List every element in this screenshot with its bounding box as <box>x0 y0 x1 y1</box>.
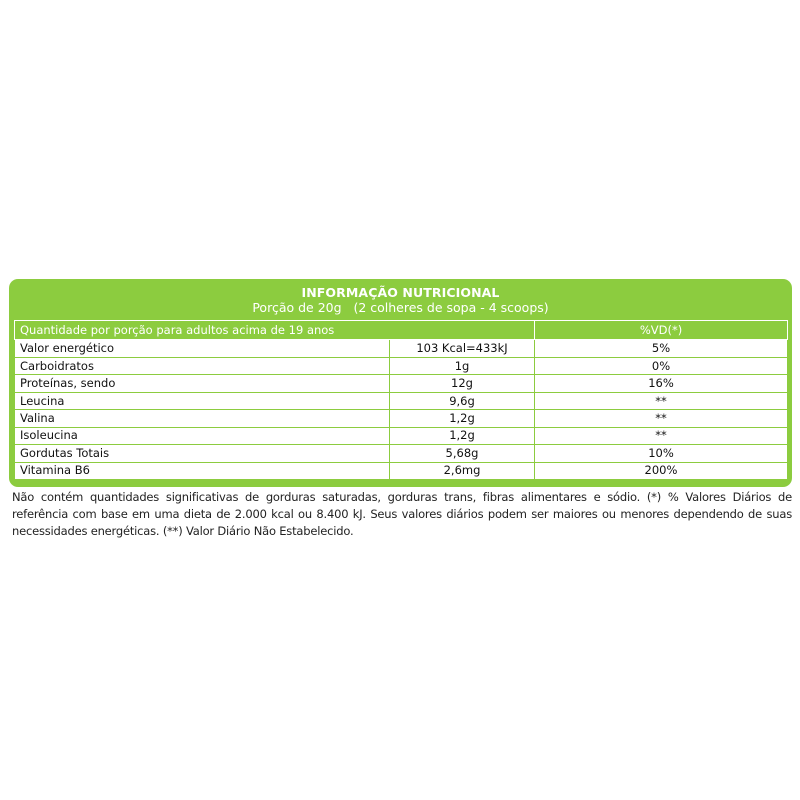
nutrient-dv: 10% <box>535 445 788 462</box>
nutrient-amount: 5,68g <box>390 445 535 462</box>
nutrient-name: Valina <box>15 410 390 427</box>
footnote-text: Não contém quantidades significativas de gorduras saturadas, gorduras trans, fibras alimentares e sódio. (*) % Valores Diários de referência com base em uma dieta de 2.000 kcal ou 8.400 kJ. Seus valores diários podem ser maiores ou menores dependendo de suas necessidades energéticas. (**) Valor Diário Não Estabelecido. <box>12 490 792 538</box>
nutrient-amount: 1,2g <box>390 410 535 427</box>
nutrient-name: Leucina <box>15 392 390 409</box>
table-row <box>15 410 788 427</box>
nutrient-dv: ** <box>535 427 788 444</box>
nutrient-amount: 9,6g <box>390 392 535 409</box>
nutrient-name: Isoleucina <box>15 427 390 444</box>
nutrient-amount: 2,6mg <box>390 462 535 479</box>
table-row <box>15 375 788 392</box>
nutrient-name: Proteínas, sendo <box>15 375 390 392</box>
nutrient-dv: 5% <box>535 340 788 357</box>
nutrient-amount: 1,2g <box>390 427 535 444</box>
nutrient-name: Vitamina B6 <box>15 462 390 479</box>
nutrient-amount: 12g <box>390 375 535 392</box>
table-row <box>15 462 788 479</box>
nutrient-dv: 16% <box>535 375 788 392</box>
table-row <box>15 340 788 357</box>
nutrition-facts-panel <box>9 279 792 487</box>
header-dv: %VD(*) <box>535 321 788 340</box>
nutrient-dv: 0% <box>535 357 788 374</box>
serving-size: Porção de 20g (2 colheres de sopa - 4 scoops) <box>252 300 549 315</box>
table-header-row <box>15 321 788 340</box>
table-row <box>15 427 788 444</box>
nutrient-name: Valor energético <box>15 340 390 357</box>
nutrient-amount: 1g <box>390 357 535 374</box>
nutrient-dv: ** <box>535 392 788 409</box>
header-nutrient: Quantidade por porção para adultos acima de 19 anos <box>15 321 535 340</box>
table-row <box>15 357 788 374</box>
table-row <box>15 392 788 409</box>
table-row <box>15 445 788 462</box>
nutrient-amount: 103 Kcal=433kJ <box>390 340 535 357</box>
label-title: INFORMAÇÃO NUTRICIONAL <box>301 285 500 300</box>
nutrient-dv: ** <box>535 410 788 427</box>
nutrition-table <box>14 320 788 480</box>
nutrient-dv: 200% <box>535 462 788 479</box>
nutrient-name: Carboidratos <box>15 357 390 374</box>
nutrient-name: Gordutas Totais <box>15 445 390 462</box>
